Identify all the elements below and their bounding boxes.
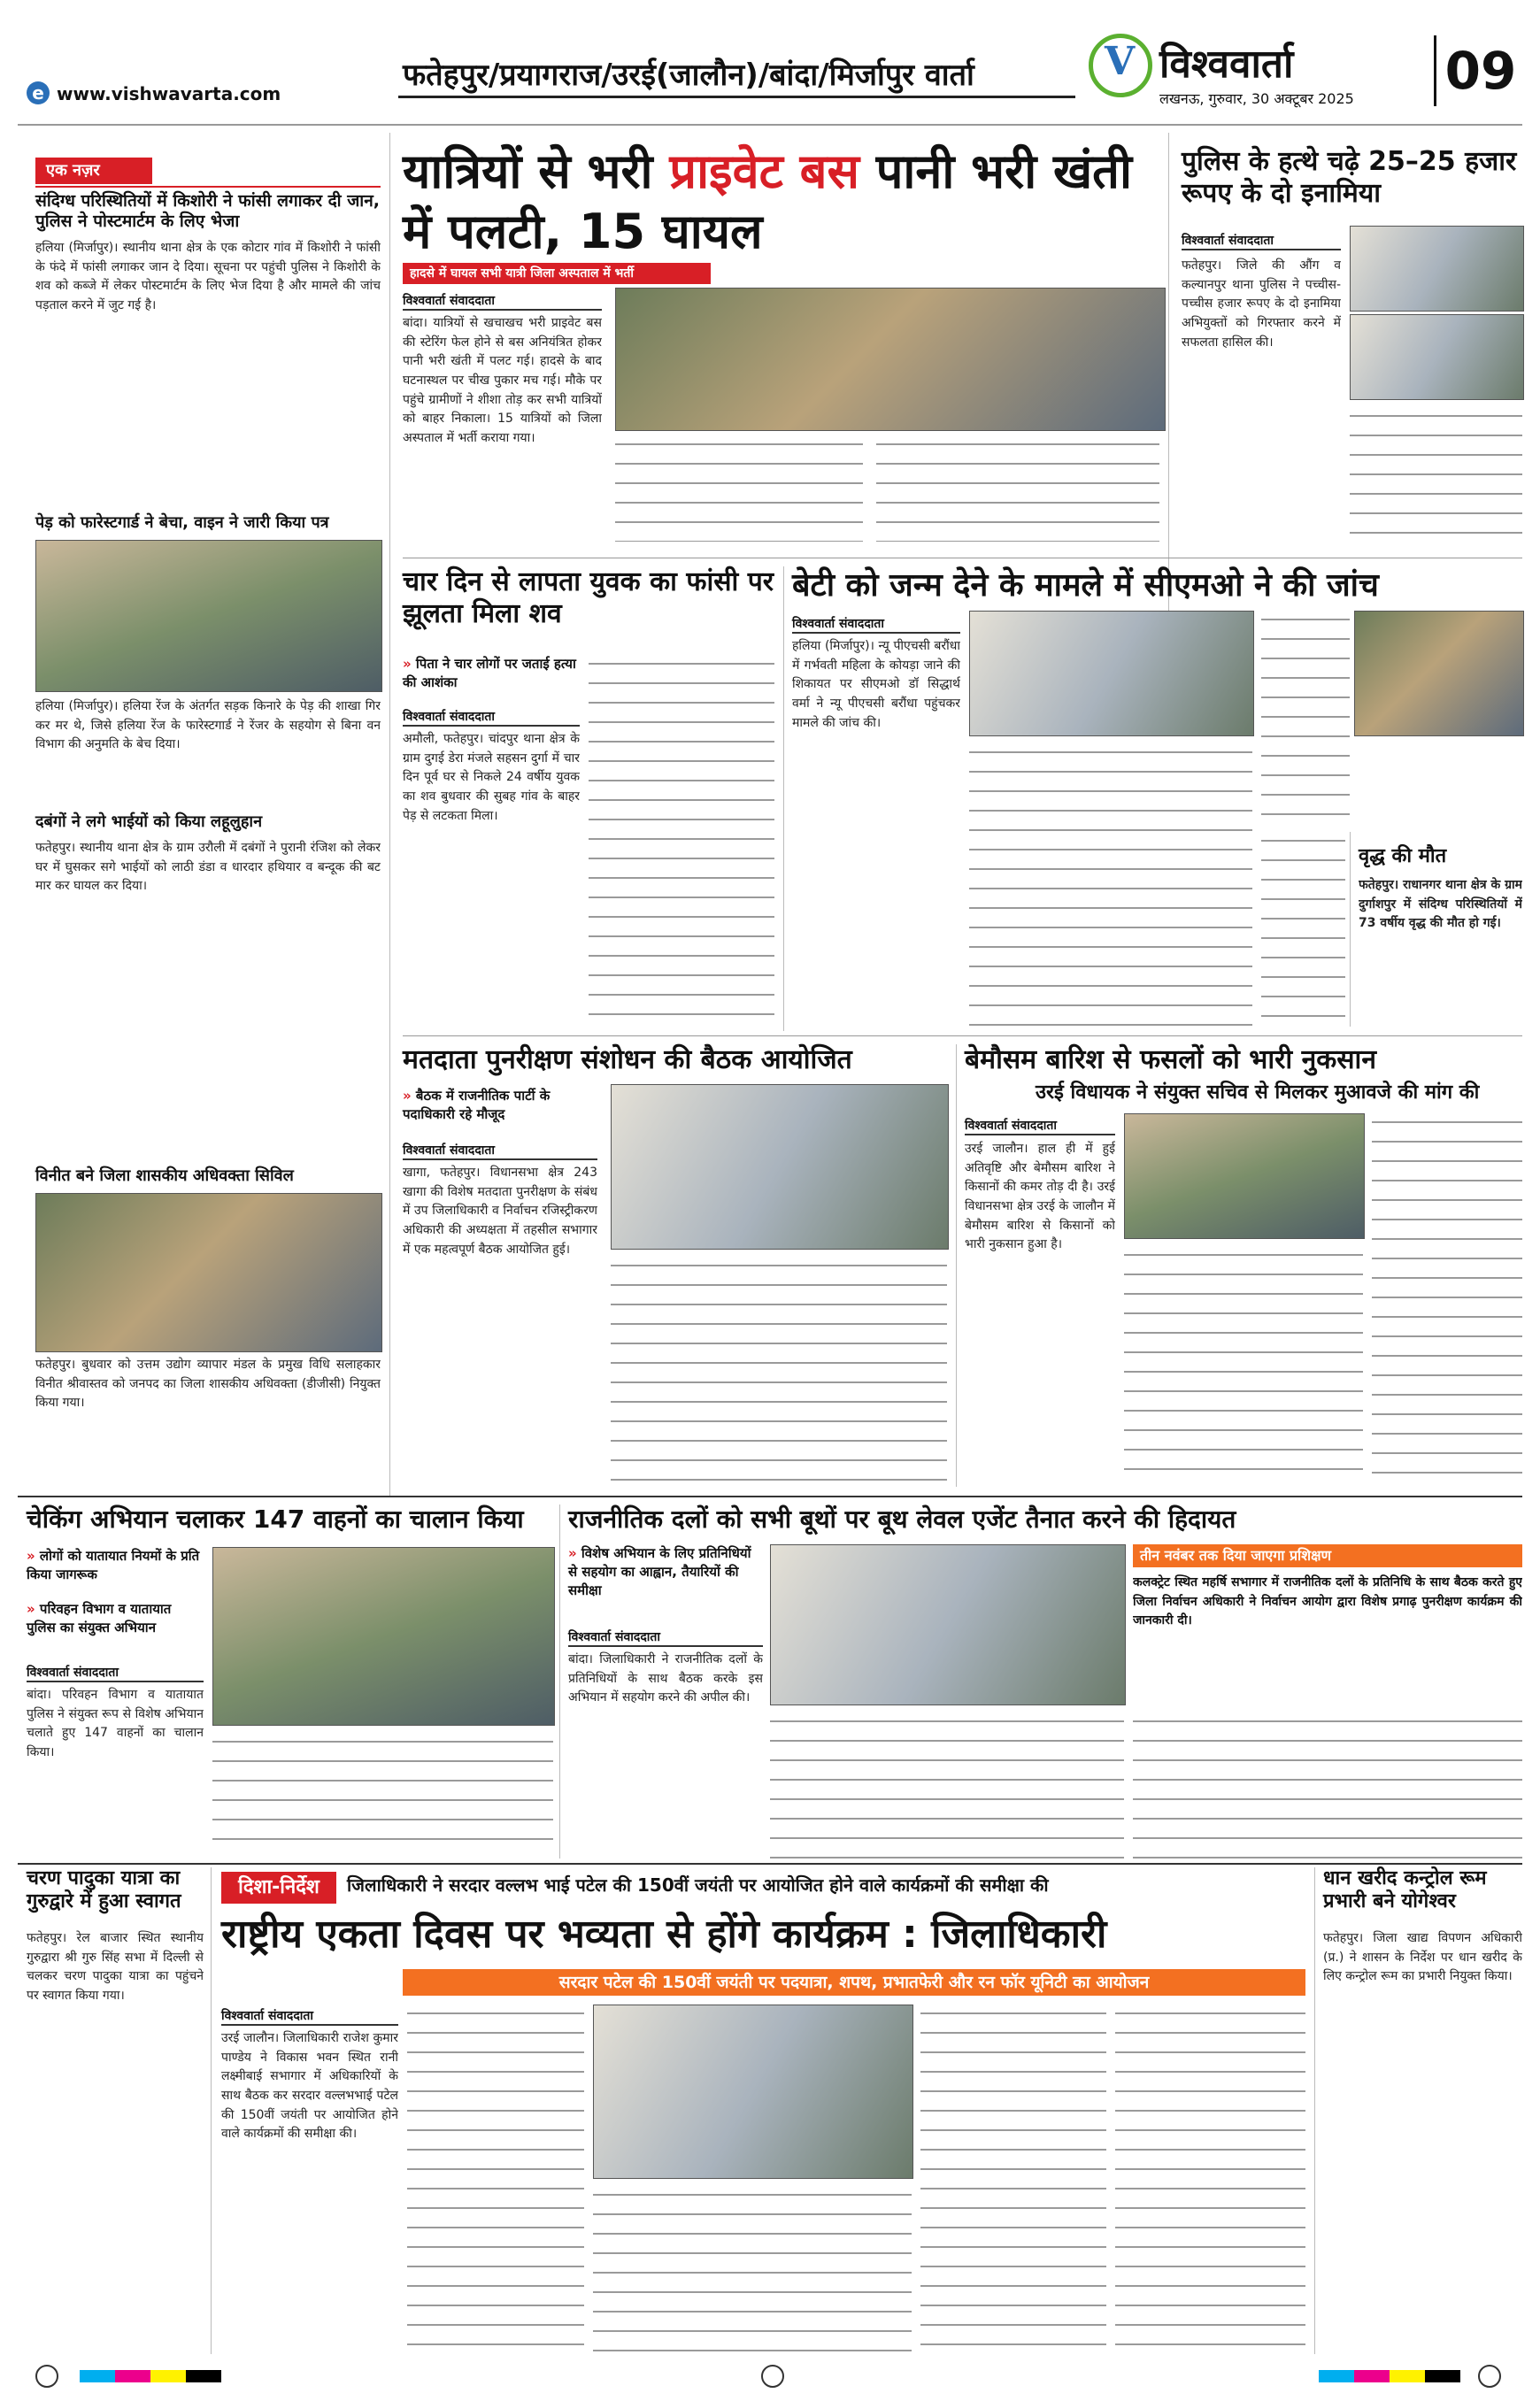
bullet-rajneetik: » विशेष अभियान के लिए प्रतिनिधियों से सहयोग का आह्वान, तैयारियों की समीक्षा — [568, 1544, 763, 1600]
photo-mla-meeting — [1124, 1113, 1365, 1239]
article-body-kishori: हलिया (मिर्जापुर)। स्थानीय थाना क्षेत्र के एक कोटार गांव में किशोरी ने फांसी के फंदे में फांसी लगाकर जान दे दिया। सूचना पर पहुंची पुलिस ने किशोरी के शव को कब्जे में लेकर पोस्टमार्टम के लिए भेज दिया है और मामले की जांच पड़ताल करने में जुट गई है। — [35, 241, 381, 313]
headline-kishori[interactable]: संदिग्ध परिस्थितियों में किशोरी ने फांसी लगाकर दी जान, पुलिस ने पोस्टमार्टम के लिए भेजा — [35, 191, 380, 231]
color-bar — [186, 2370, 221, 2382]
lead-headline[interactable]: यात्रियों से भरी प्राइवेट बस पानी भरी खंती में पलटी, 15 घायल — [403, 143, 1132, 259]
disha-nirdesh-line: जिलाधिकारी ने सरदार वल्लभ भाई पटेल की 150वीं जयंती पर आयोजित होने वाले कार्यक्रमों की समीक्षा की — [347, 1874, 1049, 1896]
lead-body-continued — [876, 435, 1159, 542]
article-body-rashtriya: उरई जालौन। जिलाधिकारी राजेश कुमार पाण्डेय ने विकास भवन स्थित रानी लक्ष्मीबाई सभागार में अधिकारियों के साथ बैठक कर सरदार वल्लभभाई पटेल की 150वीं जयंती पर आयोजित होने वाले कार्यक्रमों की समीक्षा की। — [221, 2031, 398, 2142]
photo-bus-accident — [615, 288, 1166, 431]
article-body-vriddh: फतेहपुर। राधानगर थाना क्षेत्र के ग्राम दुर्गाशपुर में संदिग्ध परिस्थितियों में 73 वर्षीय वृद्ध की मौत हो गई। — [1359, 878, 1522, 931]
bullet-laapata: » पिता ने चार लोगों पर जताई हत्या की आशंका — [403, 655, 580, 692]
dateline-tag: विश्ववार्ता संवाददाता — [965, 1117, 1115, 1135]
article-body-bemausam: उरई जालौन। हाल ही में हुई अतिवृष्टि और बेमौसम बारिश ने किसानों की कमर तोड़ दी है। उरई विधानसभा क्षेत्र उरई के जालौन में बेमौसम बारिश से किसानों को भारी नुकसान हुआ है। — [965, 1142, 1115, 1252]
column-divider — [389, 133, 390, 1496]
subheadline-bemausam: उरई विधायक ने संयुक्त सचिव से मिलकर मुआवजे की मांग की — [1036, 1081, 1480, 1104]
color-bar — [1425, 2370, 1460, 2382]
color-bar — [80, 2370, 115, 2382]
color-bar — [1390, 2370, 1425, 2382]
article-body-prashikshan: कलक्ट्रेट स्थित महर्षि सभागार में राजनीतिक दलों के प्रतिनिधि के साथ बैठक करते हुए जिला निर्वाचन अधिकारी ने निर्वाचन आयोग द्वारा विशेष प्रगाढ़ पुनरीक्षण कार्यक्रम की जानकारी दी। — [1133, 1575, 1522, 1628]
beti-body-continued — [1261, 832, 1345, 1027]
headline-bemausam[interactable]: बेमौसम बारिश से फसलों को भारी नुकसान — [965, 1044, 1376, 1075]
web-icon: e — [27, 81, 50, 104]
website-link[interactable]: www.vishwavarta.com — [57, 83, 281, 104]
headline-checking[interactable]: चेकिंग अभियान चलाकर 147 वाहनों का चालान किया — [27, 1504, 524, 1534]
column-divider — [559, 1504, 560, 1858]
dateline-tag: विश्ववार्ता संवाददाता — [27, 1664, 204, 1682]
article-body-dabang: फतेहपुर। स्थानीय थाना क्षेत्र के ग्राम उरौली में दबंगों ने पुरानी रंजिश को लेकर घर में घुसकर सगे भाईयों को लाठी डंडा व धारदार हथियार व बन्दूक की बट मार कर घायल कर दिया। — [35, 841, 381, 894]
bullet-checking-2: » परिवहन विभाग व यातायात पुलिस का संयुक्त अभियान — [27, 1600, 204, 1637]
brand-logo-letter-icon: V — [1105, 39, 1136, 84]
headline-forestguard[interactable]: पेड़ को फारेस्टगार्ड ने बेचा, वाइन ने जारी किया पत्र — [35, 513, 329, 532]
article-body-dhan: फतेहपुर। जिला खाद्य विपणन अधिकारी (प्र.) ने शासन के निर्देश पर धान खरीद के लिए कन्ट्रोल रूम का प्रभारी नियुक्त किया। — [1323, 1931, 1522, 1984]
rashtriya-body-continued — [407, 2005, 584, 2354]
registration-mark-icon — [1478, 2365, 1501, 2388]
bullet-checking-1: » लोगों को यातायात नियमों के प्रति किया जागरूक — [27, 1547, 204, 1584]
article-body-forestguard: हलिया (मिर्जापुर)। हलिया रेंज के अंतर्गत सड़क किनारे के पेड़ की शाखा गिर कर मर थे, जिसे हलिया रेंज के फारेस्टगार्ड ने रेंजर के सहयोग से बिना वन विभाग की अनुमति के बेच दिया। — [35, 699, 381, 752]
checking-body-continued — [212, 1733, 553, 1857]
registration-mark-icon — [761, 2365, 784, 2388]
headline-rajneetik-dal[interactable]: राजनीतिक दलों को सभी बूथों पर बूथ लेवल एजेंट तैनात करने की हिदायत — [568, 1504, 1236, 1534]
color-bar — [1354, 2370, 1390, 2382]
headline-vineet[interactable]: विनीत बने जिला शासकीय अधिवक्ता सिविल — [35, 1166, 294, 1185]
dateline-tag: विश्ववार्ता संवाददाता — [403, 292, 602, 311]
headline-rashtriya-ekta[interactable]: राष्ट्रीय एकता दिवस पर भव्यता से होंगे कार्यक्रम : जिलाधिकारी — [221, 1912, 1107, 1957]
headline-matdata[interactable]: मतदाता पुनरीक्षण संशोधन की बैठक आयोजित — [403, 1044, 852, 1075]
dateline-tag: विश्ववार्ता संवाददाता — [568, 1628, 763, 1647]
brand-name: विश्ववार्ता — [1159, 42, 1294, 87]
column-divider — [783, 566, 784, 1031]
bullet-matdata: » बैठक में राजनीतिक पार्टी के पदाधिकारी रहे मौजूद — [403, 1087, 597, 1124]
edition-cities: फतेहपुर/प्रयागराज/उरई(जालौन)/बांदा/मिर्जापुर वार्ता — [403, 58, 974, 93]
headline-police-inamiya[interactable]: पुलिस के हत्थे चढ़े 25–25 हजार रूपए के दो इनामिया — [1182, 146, 1517, 209]
headline-dabang[interactable]: दबंगों ने लगे भाईयों को किया लहूलुहान — [35, 812, 263, 831]
headline-dhan-kharid[interactable]: धान खरीद कन्ट्रोल रूम प्रभारी बने योगेश्वर — [1323, 1867, 1487, 1913]
rashtriya-body-continued — [1115, 2005, 1305, 2354]
photo-police-1 — [1350, 226, 1524, 312]
article-body-police: फतेहपुर। जिले की औंग व कल्यानपुर थाना पुलिस ने पच्चीस-पच्चीस हजार रूपए के दो इनामिया अभियुक्तों को गिरफ्तार करने में सफलता हासिल की। — [1182, 258, 1341, 350]
color-bar — [1319, 2370, 1354, 2382]
divider — [35, 186, 381, 188]
photo-beti — [1354, 611, 1524, 736]
section-label-ek-nazar: एक नज़र — [35, 158, 152, 184]
divider — [403, 1035, 1522, 1036]
dateline-tag: विश्ववार्ता संवाददाता — [403, 708, 580, 727]
headline-laapata-yuvak[interactable]: चार दिन से लापता युवक का फांसी पर झूलता मिला शव — [403, 566, 774, 629]
bemausam-body-continued — [1372, 1113, 1522, 1485]
bemausam-body-continued — [1124, 1246, 1363, 1485]
color-bar — [115, 2370, 150, 2382]
color-bar — [150, 2370, 186, 2382]
photo-tractor — [35, 540, 382, 692]
column-divider — [956, 1044, 957, 1487]
lead-body-continued — [615, 435, 863, 542]
photo-vineet — [35, 1193, 382, 1352]
divider — [398, 96, 1075, 98]
rashtriya-body-continued — [593, 2186, 912, 2354]
dateline-tag: विश्ववार्ता संवाददाता — [1182, 232, 1341, 250]
article-body-beti: हलिया (मिर्जापुर)। न्यू पीएचसी बरौंधा में गर्भवती महिला के कोयड़ा जाने की शिकायत पर सीएमओ डॉ सिद्धार्थ वर्मा ने न्यू पीएचसी बरौंधा पहुंचकर मामले की जांच की। — [792, 639, 960, 730]
headline-charan-paduka[interactable]: चरण पादुका यात्रा का गुरुद्वारे में हुआ स्वागत — [27, 1867, 181, 1913]
article-body-charan: फतेहपुर। रेल बाजार स्थित स्थानीय गुरुद्वारा श्री गुरु सिंह सभा में दिल्ली से चलकर चरण पादुका यात्रा का पहुंचने पर स्वागत किया गया। — [27, 1931, 204, 2004]
section-label-disha-nirdesh: दिशा-निर्देश — [221, 1872, 336, 1904]
dateline-tag: विश्ववार्ता संवाददाता — [792, 615, 960, 634]
article-body-matdata: खागा, फतेहपुर। विधानसभा क्षेत्र 243 खागा की विशेष मतदाता पुनरीक्षण के संबंध में उप जिलाधिकारी व निर्वाचन रजिस्ट्रीकरण अधिकारी की अध्यक्षता में तहसील सभागार में एक महत्वपूर्ण बैठक आयोजित हुई। — [403, 1166, 597, 1257]
divider — [18, 124, 1522, 126]
police-body-continued — [1350, 407, 1522, 549]
rashtriya-body-continued — [920, 2005, 1106, 2354]
column-divider — [1314, 1867, 1315, 2354]
photo-matdata-meeting — [611, 1084, 949, 1250]
article-body-rajneetik: बांदा। जिलाधिकारी ने राजनीतिक दलों के प्रतिनिधियों के साथ बैठक करके इस अभियान में सहयोग करने की अपील की। — [568, 1652, 763, 1705]
photo-rashtriya-meeting — [593, 2005, 913, 2179]
page-number: 09 — [1434, 35, 1525, 106]
article-body-checking: बांदा। परिवहन विभाग व यातायात पुलिस ने संयुक्त रूप से विशेष अभियान चलाते हुए 147 वाहनों का चालान किया। — [27, 1688, 204, 1760]
photo-cmo-inspection — [969, 611, 1254, 736]
dateline-tag: विश्ववार्ता संवाददाता — [403, 1142, 597, 1160]
divider — [18, 1496, 1522, 1497]
prashikshan-body-continued — [1133, 1712, 1522, 1858]
photo-police-2 — [1350, 314, 1524, 400]
beti-body-continued — [969, 743, 1252, 1027]
photo-checking — [212, 1547, 555, 1726]
subheadline-rashtriya-ekta: सरदार पटेल की 150वीं जयंती पर पदयात्रा, शपथ, प्रभातफेरी और रन फॉर यूनिटी का आयोजन — [403, 1969, 1305, 1996]
section-label-prashikshan: तीन नवंबर तक दिया जाएगा प्रशिक्षण — [1133, 1544, 1522, 1567]
article-body-vineet: फतेहपुर। बुधवार को उत्तम उद्योग व्यापार मंडल के प्रमुख विधि सलाहकार विनीत श्रीवास्तव को जनपद का जिला शासकीय अधिवक्ता (डीजीसी) नियुक्त किया गया। — [35, 1358, 381, 1411]
dateline-tag: विश्ववार्ता संवाददाता — [221, 2007, 398, 2026]
matdata-body-continued — [611, 1257, 947, 1482]
lead-caption: हादसे में घायल सभी यात्री जिला अस्पताल में भर्ती — [403, 263, 711, 284]
column-divider — [211, 1867, 212, 2354]
issue-dateline: लखनऊ, गुरुवार, 30 अक्टूबर 2025 — [1159, 90, 1354, 107]
rajneetik-body-continued — [770, 1712, 1124, 1858]
photo-rajneetik-meeting — [770, 1544, 1126, 1705]
registration-mark-icon — [35, 2365, 58, 2388]
beti-body-continued — [1261, 611, 1350, 823]
column-divider — [1350, 832, 1351, 1027]
divider — [18, 1863, 1522, 1865]
article-body-laapata: अमौली, फतेहपुर। चांदपुर थाना क्षेत्र के ग्राम दुगई डेरा मंजले सहसन दुर्गा में चार दिन पूर्व घर से निकले 24 वर्षीय युवक का शव बुधवार की सुबह गांव के बाहर पेड़ से लटकता मिला। — [403, 732, 580, 823]
lead-body: बांदा। यात्रियों से खचाखच भरी प्राइवेट बस की स्टेरिंग फेल होने से बस अनियंत्रित होकर पानी भरी खंती में पलट गई। हादसे के बाद घटनास्थल पर चीख पुकार मच गई। मौके पर पहुंचे ग्रामीणों ने शीशा तोड़ कर सभी यात्रियों को बाहर निकाला। 15 यात्रियों को जिला अस्पताल में भर्ती कराया गया। — [403, 316, 602, 446]
laapata-body-continued — [589, 655, 774, 1031]
headline-beti-cmo[interactable]: बेटी को जन्म देने के मामले में सीएमओ ने की जांच — [792, 567, 1379, 604]
headline-vriddh-maut[interactable]: वृद्ध की मौत — [1359, 845, 1447, 867]
